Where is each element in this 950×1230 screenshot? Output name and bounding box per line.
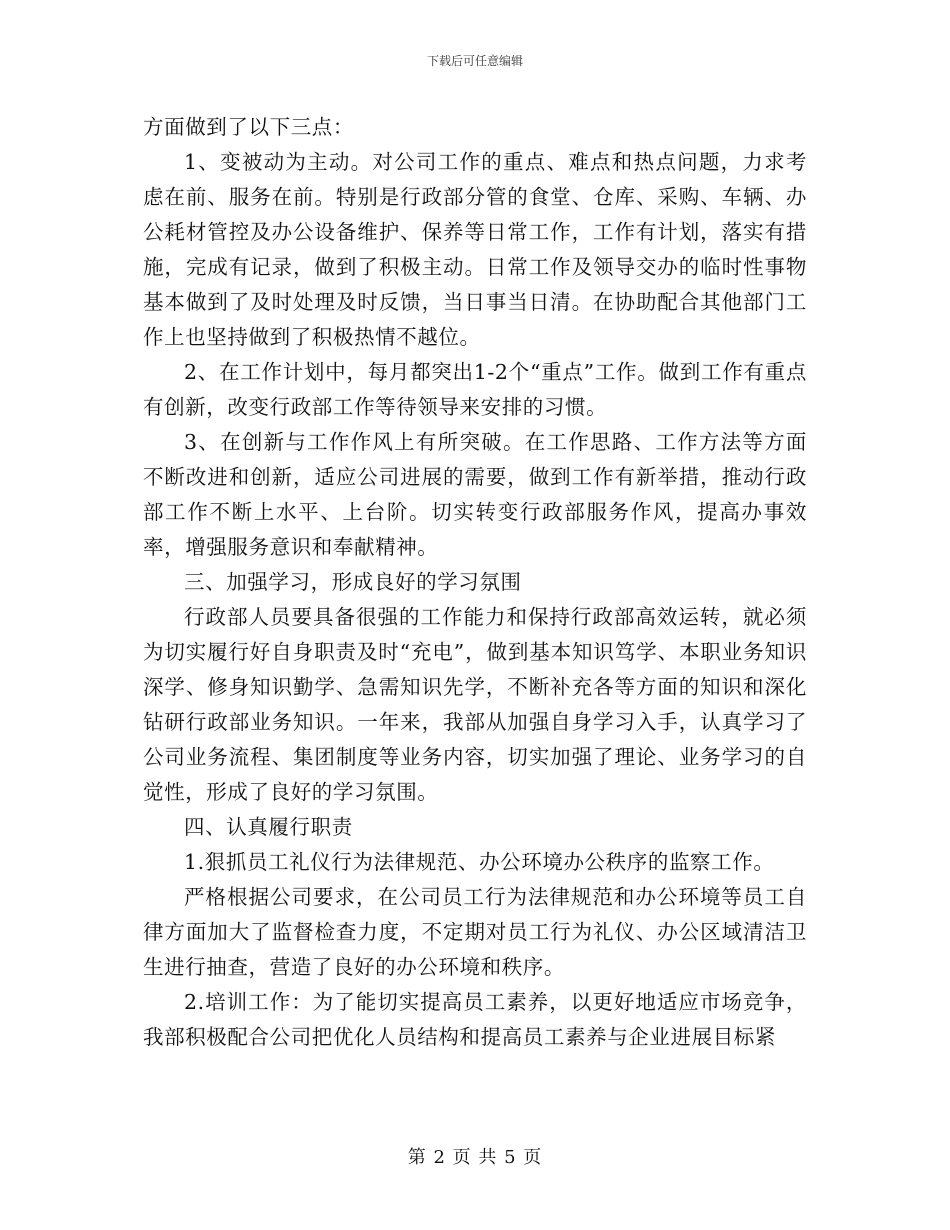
subheading-item-1: 1.狠抓员工礼仪行为法律规范、办公环境办公秩序的监察工作。 — [184, 850, 775, 874]
paragraph-training: 2.培训工作：为了能切实提高员工素养，以更好地适应市场竞争，我部积极配合公司把优化人员结构和提高员工素养与企业进展目标紧 — [143, 990, 807, 1049]
document-body — [143, 110, 807, 1055]
section-heading-4: 四、认真履行职责 — [184, 815, 353, 839]
paragraph-point-1: 1、变被动为主动。对公司工作的重点、难点和热点问题，力求考虑在前、服务在前。特别是行政部分管的食堂、仓库、采购、车辆、办公耗材管控及办公设备维护、保养等日常工作，工作有计划，落实有措施，完成有记录，做到了积极主动。日常工作及领导交办的临时性事物基本做到了及时处理及时反馈，当日事当日清。在协助配合其他部门工作上也坚持做到了积极热情不越位。 — [143, 150, 807, 349]
paragraph-point-3: 3、在创新与工作作风上有所突破。在工作思路、工作方法等方面不断改进和创新，适应公司进展的需要，做到工作有新举措，推动行政部工作不断上水平、上台阶。切实转变行政部服务作风，提高办事效率，增强服务意识和奉献精神。 — [143, 430, 807, 559]
paragraph-supervision: 严格根据公司要求，在公司员工行为法律规范和办公环境等员工自律方面加大了监督检查力度，不定期对员工行为礼仪、办公区域清洁卫生进行抽查，营造了良好的办公环境和秩序。 — [143, 885, 807, 979]
page-header: 下载后可任意编辑 — [426, 54, 523, 68]
paragraph-point-2: 2、在工作计划中，每月都突出1-2个“重点”工作。做到工作有重点有创新，改变行政部工作等待领导来安排的习惯。 — [143, 360, 807, 419]
section-heading-3: 三、加强学习，形成良好的学习氛围 — [184, 570, 522, 594]
paragraph-learning: 行政部人员要具备很强的工作能力和保持行政部高效运转，就必须为切实履行好自身职责及时“充电”，做到基本知识笃学、本职业务知识深学、修身知识勤学、急需知识先学，不断补充各等方面的知识和深化钻研行政部业务知识。一年来，我部从加强自身学习入手，认真学习了公司业务流程、集团制度等业务内容，切实加强了理论、业务学习的自觉性，形成了良好的学习氛围。 — [143, 605, 807, 804]
page-footer: 第 2 页 共 5 页 — [407, 1147, 543, 1168]
paragraph-continuation: 方面做到了以下三点： — [143, 115, 354, 139]
